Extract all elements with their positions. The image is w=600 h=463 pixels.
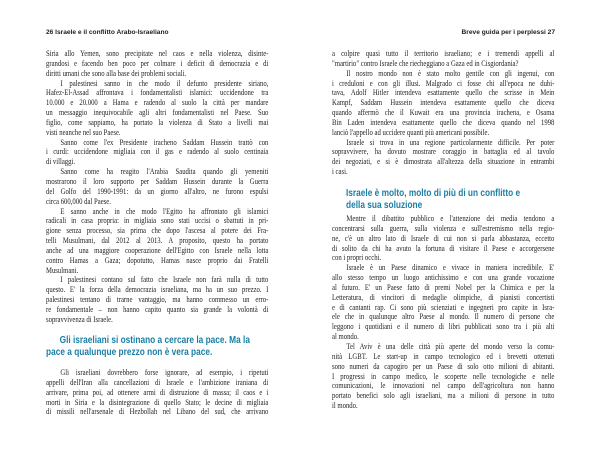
text-line: Il nostro mondo non è stato molto gentile con gli ingenui, con: [346, 68, 555, 78]
text-line: concentrarsi sulla guerra, sulla violenza e sull'estremismo nella regio-: [332, 223, 555, 233]
text-line: Kampf, Saddam Hussein intendeva esattamente quello che diceva: [332, 98, 555, 108]
text-line: Letteratura, di vincitori di medaglie olimpiche, di pianisti concertisti: [332, 292, 555, 302]
text-line: Sanno come l'ex Presidente iracheno Saddam Hussein trattò con: [60, 137, 269, 147]
text-line: morti in Siria e la disintegrazione di quello Stato; le decine di migliaia: [46, 397, 269, 407]
text-line: Siria allo Yemen, sono precipitate nel caos e nella violenza, disinte-: [46, 49, 269, 58]
right-body-top: [332, 49, 554, 177]
text-line: di solito da chi ha avuto la fortuna di visitare il Paese e accorgersene: [332, 243, 555, 253]
text-line: telli Musulmani, dal 2012 al 2013. A proposito, questo ha portato: [46, 236, 269, 246]
paragraph: [332, 263, 554, 342]
text-line: Bin Laden intendeva esattamente quello che diceva quando nel 1998: [332, 117, 555, 127]
text-line: palestinesi tentano di trarne vantaggio, ma hanno commesso un erro-: [46, 295, 269, 305]
paragraph: [46, 49, 268, 79]
text-line: "martirio" contro Israele che riecheggiano a Gaza ed in Cisgiordania?: [332, 58, 519, 68]
text-line: Tel Aviv è una delle città più aperte del mondo verso la comu-: [346, 341, 555, 351]
right-body-bottom: [332, 214, 554, 411]
text-line: portato benefici solo agli israeliani, ma a milioni di persone in tutto: [332, 391, 555, 401]
text-line: diritti umani che sono alla base dei problemi sociali.: [46, 68, 187, 78]
text-line: Musulmani.: [46, 265, 79, 275]
text-line: sopravvivere, ha dovuto mostrare coraggio in battaglia ed al tavolo: [332, 147, 555, 157]
text-line: Israele è un Paese dinamico e vivace in maniera incredibile. E': [346, 263, 555, 273]
text-line: figlio, come sappiamo, ha portato la violenza di Stato a livelli mai: [46, 117, 269, 127]
text-line: anche ad una maggiore cooperazione dell'Egitto con Israele nella lotta: [46, 245, 269, 255]
text-line: arrivare, prima poi, ad ottenere armi di distruzione di massa; il caos e i: [46, 387, 269, 397]
text-line: sopravvivenza di Israele.: [46, 314, 113, 324]
text-line: ele che in qualunque altro Paese al mondo. Il numero di persone che: [332, 312, 555, 322]
text-line: a colpire quasi tutto il territorio israeliano; e i tremendi appelli al: [332, 49, 555, 58]
text-line: di missili nell'arsenale di Hezbollah nel Libano del sud, che arrivano: [46, 407, 269, 417]
text-line: con i propri occhi.: [332, 253, 382, 263]
running-header-left: 26 Israele e il conflitto Arabo-Israeliano: [46, 29, 169, 36]
paragraph: [332, 49, 554, 69]
text-line: visti neanche nel suo Paese.: [46, 127, 121, 137]
text-line: contro Hamas a Gaza; dopotutto, Hamas nasce proprio dai Fratelli: [46, 255, 269, 265]
text-line: leggono i quotidiani e il numero di libri pubblicati sono tra i più alti: [332, 322, 555, 332]
left-section-heading: [46, 335, 256, 359]
text-line: Mentre il dibattito pubblico e l'attenzione dei media tendono a: [346, 214, 555, 223]
paragraph: [46, 167, 268, 206]
paragraph: [46, 368, 268, 417]
text-line: appelli dell'Iran alla cancellazioni di Israele e l'ambizione iraniana di: [46, 377, 269, 387]
text-line: grandosi e facendo ben poco per colmare i deficit di democrazia e di: [46, 58, 269, 68]
heading-line: della sua soluzione: [346, 200, 423, 211]
heading-line: Israele è molto, molto di più di un conflitto e: [346, 188, 521, 199]
text-line: e di cantanti rap. Ci sono più scienziati e ingegneri pro capite in Isra-: [332, 302, 555, 312]
text-line: mostrarono il loro supporto per Saddam Hussein durante la Guerra: [46, 176, 269, 186]
text-line: gione senza processo, sia prima che dopo l'ascesa al potere dei Fra-: [46, 226, 269, 236]
text-line: al mondo.: [332, 332, 359, 342]
text-line: allo stesso tempo un luogo antichissimo e con una grande vocazione: [332, 273, 555, 283]
text-line: I palestinesi sanno in che modo il defunto presidente siriano,: [60, 78, 269, 88]
text-line: re fondamentale – non hanno capito quanto sia grande la volontà di: [46, 304, 269, 314]
text-line: un messaggio inequivocabile agli altri fondamentalisti nel Paese. Suo: [46, 108, 269, 118]
paragraph: [332, 138, 554, 177]
text-line: 10.000 e 20.000 a Hama e radendo al suolo la città per mandare: [46, 98, 269, 108]
text-line: sono numeri da capogiro per un Paese di solo otto milioni di abitanti.: [332, 361, 555, 371]
paragraph: [46, 138, 268, 168]
text-line: Israele si trova in una regione particolarmente difficile. Per poter: [346, 137, 555, 147]
text-line: lanciò l'appello ad uccidere quanti più americani possibile.: [332, 127, 490, 137]
text-line: circa 600,000 dal Paese.: [46, 196, 111, 206]
text-line: E sanno anche in che modo l'Egitto ha affrontato gli islamici: [60, 206, 269, 216]
text-line: al futuro. E' un Paese fatto di premi Nobel per la Chimica e per la: [332, 282, 555, 292]
text-line: Gli israeliani dovrebbero forse ignorare, ad esempio, i ripetuti: [60, 368, 269, 377]
text-line: dei negoziati, e si è dimostrata all'altezza della situazione in entrambi: [332, 157, 555, 167]
text-line: tava, Adolf Hitler intendeva esattamente quello che scrisse in Mein: [332, 88, 555, 98]
text-line: Hafez-El-Assad affrontava i fondamentalisti islamici: uccidendone tra: [46, 88, 269, 98]
text-line: quando affermò che il Kuwait era una provincia irachena, e Osama: [332, 108, 555, 118]
text-line: i curdi: uccidendone migliaia con il gas e radendo al suolo centinaia: [46, 147, 269, 157]
left-body-top: [46, 49, 268, 325]
text-line: il mondo.: [332, 401, 358, 411]
paragraph: [332, 69, 554, 138]
right-section-heading: [346, 188, 556, 212]
paragraph: [46, 275, 268, 324]
text-line: radicali in casa propria: in migliaia sono stati uccisi o sbattuti in pri-: [46, 216, 269, 226]
text-line: nità LGBT. Le start-up in campo tecnologico ed i brevetti ottenuti: [332, 351, 555, 361]
running-header-right: Breve guida per i perplessi 27: [461, 29, 555, 36]
text-line: comunicazioni, le innovazioni nel campo dell'agricoltura non hanno: [332, 381, 555, 391]
text-line: i casi.: [332, 167, 348, 177]
text-line: questo. E' la forza della democrazia israeliana, ma ha un suo prezzo. I: [46, 285, 269, 295]
text-line: Sanno come ha reagito l'Arabia Saudita quando gli yemeniti: [60, 167, 269, 177]
heading-line: pace a qualunque prezzo non è vera pace.: [46, 347, 213, 358]
left-body-bottom: [46, 368, 268, 417]
text-line: I palestinesi contano sul fatto che Israele non farà nulla di tutto: [60, 275, 269, 285]
text-line: di villaggi.: [46, 157, 76, 167]
paragraph: [46, 207, 268, 276]
paragraph: [332, 342, 554, 411]
paragraph: [332, 214, 554, 263]
text-line: I progressi in campo medico, le scoperte nelle tecnologiche e nelle: [332, 371, 555, 381]
heading-line: Gli israeliani si ostinano a cercare la pace. Ma la: [59, 335, 250, 346]
text-line: del Golfo del 1990-1991: da un giorno all'altro, ne furono espulsi: [46, 186, 269, 196]
paragraph: [46, 79, 268, 138]
text-line: i creduloni e con gli illusi. Malgrado ci fosse chi all'epoca ne dubi-: [332, 78, 555, 88]
text-line: ne, c'è un altro lato di Israele di cui non si parla abbastanza, eccetto: [332, 233, 555, 243]
